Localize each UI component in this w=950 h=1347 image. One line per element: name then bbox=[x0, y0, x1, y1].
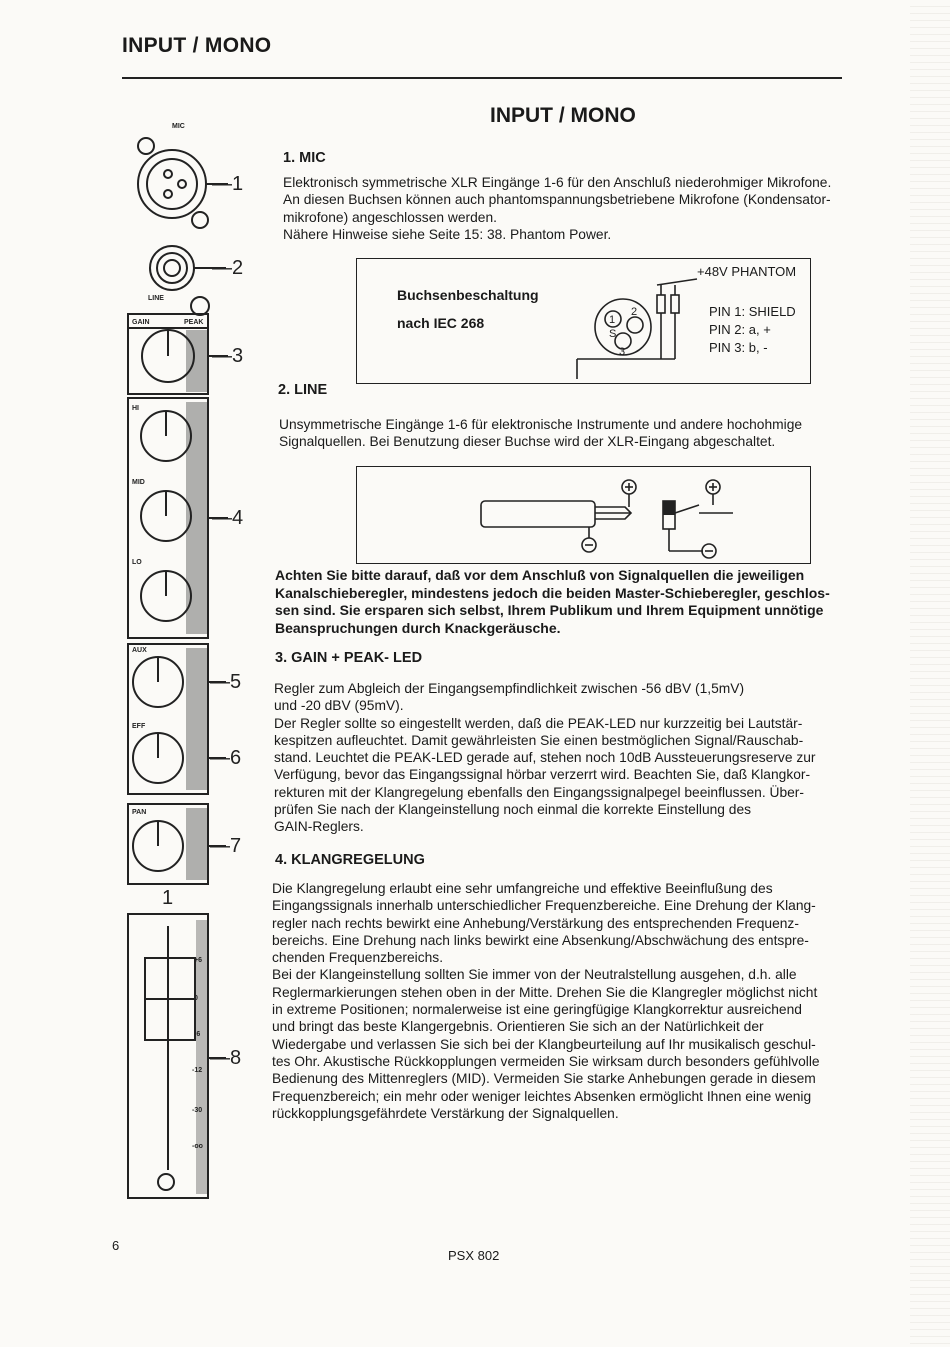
peak-label: PEAK bbox=[184, 319, 204, 326]
scan-edge-noise bbox=[910, 0, 950, 1347]
fader-scale-mark: -6 bbox=[194, 1031, 201, 1038]
channel-number: 1 bbox=[162, 887, 174, 909]
page-number: 6 bbox=[112, 1238, 120, 1253]
running-header: INPUT / MONO bbox=[122, 34, 272, 57]
xlr-screw-top-icon bbox=[138, 138, 154, 154]
fader-scale-mark: +6 bbox=[194, 957, 202, 964]
fader-scale-mark: -oo bbox=[192, 1143, 203, 1150]
eff-label: EFF bbox=[132, 723, 146, 730]
callout-6: —6 bbox=[210, 747, 242, 769]
callout-2: —2 bbox=[212, 257, 244, 279]
phantom-label: +48V PHANTOM bbox=[697, 264, 797, 279]
section-heading-mic: 1. MIC bbox=[283, 150, 326, 166]
xlr-pin-3: 3 bbox=[619, 346, 626, 358]
xlr-jack-icon bbox=[138, 150, 206, 218]
section-text-line: Unsymmetrische Eingänge 1-6 für elektronische Instrumente und andere hochohmige Signalquellen. Bei Benutzung dieser Buchse wird der XLR-Eingang abgeschaltet. bbox=[279, 417, 803, 450]
xlr-screw-bottom-icon bbox=[192, 212, 208, 228]
aux-label: AUX bbox=[132, 647, 147, 654]
mid-label: MID bbox=[132, 479, 145, 486]
xlr-pin-2: 2 bbox=[631, 306, 638, 318]
callout-7: —7 bbox=[210, 835, 242, 857]
page-title: INPUT / MONO bbox=[490, 104, 636, 127]
fader-screw-icon bbox=[158, 1174, 174, 1190]
wiring-label-1: Buchsenbeschaltung bbox=[397, 287, 539, 303]
gain-label: GAIN bbox=[132, 319, 150, 326]
warning-text: Achten Sie bitte darauf, daß vor dem Anschluß von Signalquellen die jeweiligen Kanalschieberegler, mindestens jedoch die beiden Master-Schieberegler, geschlos- sen sind. Sie ersparen sich selbst, Ihrem Publikum und Ihrem Equipment unnötige Beanspruchungen durch Knackgeräusche. bbox=[275, 567, 830, 636]
section-heading-line: 2. LINE bbox=[278, 382, 328, 398]
callout-1: —1 bbox=[212, 173, 244, 195]
line-label: LINE bbox=[148, 295, 164, 302]
channel-strip-diagram bbox=[0, 0, 260, 1240]
callout-3: —3 bbox=[212, 345, 244, 367]
xlr-wiring-box bbox=[356, 258, 811, 384]
fader-scale-mark: -30 bbox=[192, 1107, 203, 1114]
xlr-pin-s: S bbox=[609, 328, 617, 340]
lo-label: LO bbox=[132, 559, 142, 566]
pin-assignment: PIN 1: SHIELD PIN 2: a, + PIN 3: b, - bbox=[709, 304, 796, 355]
mic-label: MIC bbox=[172, 123, 185, 130]
pan-label: PAN bbox=[132, 809, 147, 816]
fader-scale-mark: 0 bbox=[194, 995, 198, 1002]
model-name: PSX 802 bbox=[448, 1248, 500, 1263]
xlr-pin-diagram-icon bbox=[557, 259, 717, 379]
section-text-mic: Elektronisch symmetrische XLR Eingänge 1-6 für den Anschluß niederohmiger Mikrofone. An diesen Buchsen können auch phantomspannungsbetriebene Mikrofone (Kondensator- mikrofone) angeschlossen werden. Nähere Hinweise siehe Seite 15: 38. Phantom Power. bbox=[283, 175, 832, 242]
wiring-label-2: nach IEC 268 bbox=[397, 315, 485, 331]
jack-plug-diagram-icon bbox=[357, 467, 810, 563]
fader-scale-mark: -12 bbox=[192, 1067, 203, 1074]
section-heading-eq: 4. KLANGREGELUNG bbox=[275, 852, 425, 868]
hi-label: HI bbox=[132, 405, 139, 412]
callout-5: —5 bbox=[210, 671, 242, 693]
jack-wiring-box bbox=[356, 466, 811, 564]
section-heading-gain: 3. GAIN + PEAK- LED bbox=[275, 650, 423, 666]
xlr-pin-1: 1 bbox=[609, 314, 616, 326]
callout-8: —8 bbox=[210, 1047, 242, 1069]
peak-led-icon bbox=[191, 297, 209, 315]
section-text-gain: Regler zum Abgleich der Eingangsempfindlichkeit zwischen -56 dBV (1,5mV) und -20 dBV (95mV). Der Regler sollte so eingestellt werden, daß die PEAK-LED nur kurzzeitig bei Lautstär- kespitzen aufleuchtet. Damit gewährleisten Sie einen bestmöglichen Signal/Rauschab- stand. Leuchtet die PEAK-LED gerade auf, stehen noch 10dB Aussteuerungsreserve zur Verfügung, bevor das Eingangssignal hörbar verzerrt wird. Beachten Sie, daß Klangkor- rekturen mit der Klangregelung ebenfalls den Eingangssignalpegel beeinflussen. Über- prüfen Sie nach der Klangeinstellung noch einmal die korrekte Einstellung des GAIN-Reglers. bbox=[274, 681, 816, 835]
callout-4: —4 bbox=[212, 507, 244, 529]
section-text-eq: Die Klangregelung erlaubt eine sehr umfangreiche und effektive Beeinflußung des Eingangssignals innerhalb unterschiedlicher Frequenzbereiche. Eine Drehung der Klang- regler nach rechts bewirkt eine Anhebung/Verstärkung des entsprechenden Frequenz- bereichs. Eine Drehung nach links bewirkt eine Absenkung/Abschwächung des entspre- chenden Frequenzbereichs. Bei der Klangeinstellung sollten Sie immer von der Neutralstellung ausgehen, d.h. alle Reglermarkierungen stehen oben in der Mitte. Drehen Sie die Klangregler möglichst nicht in extreme Positionen; normalerweise ist eine geringfügige Klangkorrektur ausreichend und bringt das beste Klangergebnis. Orientieren Sie sich an der Natürlichkeit der Wiedergabe und verlassen Sie sich bei der Klangbeurteilung auf Ihr musikalisch geschul- tes Ohr. Akustische Rückkopplungen vermeiden Sie wirksam durch besonders gefühlvolle Bedienung des Mittenreglers (MID). Vermeiden Sie starke Anhebungen gerade in diesem Frequenzbereich; ein mehr oder weniger leichtes Absenken ermöglicht Ihnen eine wenig rückkopplungsgefährdete Verstärkung der Signalquellen. bbox=[272, 881, 820, 1121]
